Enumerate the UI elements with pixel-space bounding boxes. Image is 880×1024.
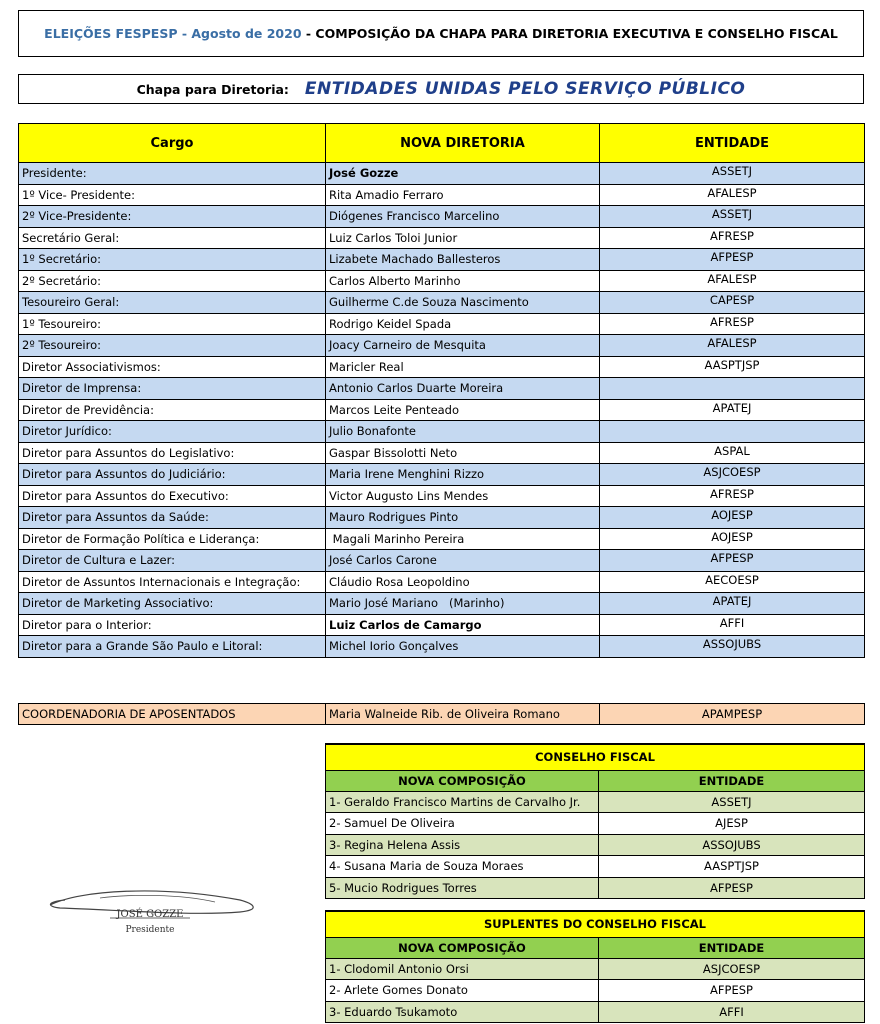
table-row <box>326 1001 865 1023</box>
header-entidade: ENTIDADE <box>600 124 865 163</box>
table-row <box>19 528 865 550</box>
signature-stroke <box>100 895 215 902</box>
entidade-cell: ASSOJUBS <box>599 834 865 856</box>
table-row <box>19 464 865 486</box>
signature <box>40 880 270 940</box>
entidade-cell: AECOESP <box>600 571 865 593</box>
entidade-cell: AFRESP <box>600 485 865 507</box>
entidade-cell: APATEJ <box>600 593 865 615</box>
entidade-cell: CAPESP <box>600 292 865 314</box>
coordenadoria-nome: Maria Walneide Rib. de Oliveira Romano <box>326 704 600 725</box>
table-row <box>19 507 865 529</box>
nome-cell: Magali Marinho Pereira <box>326 528 600 550</box>
entidade-cell: ASJCOESP <box>600 464 865 486</box>
entidade-cell: AFFI <box>600 614 865 636</box>
table-row <box>19 421 865 443</box>
entidade-cell <box>600 378 865 400</box>
entidade-cell: AFPESP <box>599 980 865 1002</box>
coordenadoria-row <box>19 704 865 725</box>
table-row <box>19 184 865 206</box>
entidade-cell: AFALESP <box>600 270 865 292</box>
cargo-cell: Diretor de Marketing Associativo: <box>19 593 326 615</box>
nome-cell: Joacy Carneiro de Mesquita <box>326 335 600 357</box>
nome-cell: Rita Amadio Ferraro <box>326 184 600 206</box>
table-row <box>19 292 865 314</box>
nome-cell: 5- Mucio Rodrigues Torres <box>326 877 599 899</box>
table-row <box>326 834 865 856</box>
nome-cell: Mauro Rodrigues Pinto <box>326 507 600 529</box>
nome-cell: Carlos Alberto Marinho <box>326 270 600 292</box>
table-row <box>19 614 865 636</box>
composition-title: - COMPOSIÇÃO DA CHAPA PARA DIRETORIA EXECUTIVA E CONSELHO FISCAL <box>301 26 838 41</box>
nome-cell: Maricler Real <box>326 356 600 378</box>
cargo-cell: Tesoureiro Geral: <box>19 292 326 314</box>
fiscal-header-entidade: ENTIDADE <box>599 770 865 791</box>
suplentes-header-entidade: ENTIDADE <box>599 937 865 958</box>
header-cargo: Cargo <box>19 124 326 163</box>
nome-cell: 1- Geraldo Francisco Martins de Carvalho Jr. <box>326 791 599 813</box>
chapa-header <box>18 74 864 104</box>
table-row <box>19 313 865 335</box>
table-row <box>326 980 865 1002</box>
table-row <box>19 249 865 271</box>
nome-cell: Diógenes Francisco Marcelino <box>326 206 600 228</box>
table-row <box>19 206 865 228</box>
table-row <box>19 270 865 292</box>
cargo-cell: Presidente: <box>19 163 326 185</box>
nome-cell: José Gozze <box>326 163 600 185</box>
nome-cell: Michel Iorio Gonçalves <box>326 636 600 658</box>
suplentes-table <box>325 910 865 1023</box>
entidade-cell: AFRESP <box>600 227 865 249</box>
signature-name: JOSÉ GOZZE <box>116 909 184 920</box>
chapa-name: ENTIDADES UNIDAS PELO SERVIÇO PÚBLICO <box>304 79 746 99</box>
entidade-cell: ASSETJ <box>600 163 865 185</box>
entidade-cell: AFFI <box>599 1001 865 1023</box>
cargo-cell: Diretor para Assuntos do Executivo: <box>19 485 326 507</box>
table-row <box>19 163 865 185</box>
nome-cell: Lizabete Machado Ballesteros <box>326 249 600 271</box>
cargo-cell: Secretário Geral: <box>19 227 326 249</box>
entidade-cell: AFALESP <box>600 335 865 357</box>
nome-cell: Antonio Carlos Duarte Moreira <box>326 378 600 400</box>
nome-cell: 3- Regina Helena Assis <box>326 834 599 856</box>
table-row <box>326 958 865 980</box>
cargo-cell: 2º Secretário: <box>19 270 326 292</box>
cargo-cell: Diretor de Imprensa: <box>19 378 326 400</box>
entidade-cell: AASPTJSP <box>599 856 865 878</box>
cargo-cell: Diretor de Formação Política e Liderança: <box>19 528 326 550</box>
nome-cell: Mario José Mariano (Marinho) <box>326 593 600 615</box>
nome-cell: Luiz Carlos de Camargo <box>326 614 600 636</box>
nome-cell: Gaspar Bissolotti Neto <box>326 442 600 464</box>
fiscal-header-composicao: NOVA COMPOSIÇÃO <box>326 770 599 791</box>
entidade-cell: ASPAL <box>600 442 865 464</box>
suplentes-title: SUPLENTES DO CONSELHO FISCAL <box>326 911 865 937</box>
entidade-cell: ASSETJ <box>600 206 865 228</box>
nome-cell: Rodrigo Keidel Spada <box>326 313 600 335</box>
nome-cell: Maria Irene Menghini Rizzo <box>326 464 600 486</box>
entidade-cell: AJESP <box>599 813 865 835</box>
table-row <box>326 791 865 813</box>
entidade-cell: APATEJ <box>600 399 865 421</box>
table-row <box>326 813 865 835</box>
nome-cell: 1- Clodomil Antonio Orsi <box>326 958 599 980</box>
nome-cell: 3- Eduardo Tsukamoto <box>326 1001 599 1023</box>
cargo-cell: Diretor de Assuntos Internacionais e Integração: <box>19 571 326 593</box>
entidade-cell: ASSOJUBS <box>600 636 865 658</box>
table-row <box>19 335 865 357</box>
nome-cell: Victor Augusto Lins Mendes <box>326 485 600 507</box>
entidade-cell: AFRESP <box>600 313 865 335</box>
nome-cell: José Carlos Carone <box>326 550 600 572</box>
signature-role: Presidente <box>125 925 175 935</box>
table-row <box>19 593 865 615</box>
diretoria-table <box>18 123 865 658</box>
cargo-cell: 1º Secretário: <box>19 249 326 271</box>
diretoria-header-row <box>19 124 865 163</box>
document-title <box>18 10 864 57</box>
cargo-cell: Diretor para a Grande São Paulo e Litoral: <box>19 636 326 658</box>
entidade-cell: AFPESP <box>600 550 865 572</box>
table-row <box>19 399 865 421</box>
entidade-cell: AFALESP <box>600 184 865 206</box>
cargo-cell: 1º Tesoureiro: <box>19 313 326 335</box>
cargo-cell: 2º Vice-Presidente: <box>19 206 326 228</box>
entidade-cell: AOJESP <box>600 528 865 550</box>
table-row <box>19 571 865 593</box>
table-row <box>326 877 865 899</box>
cargo-cell: Diretor Associativismos: <box>19 356 326 378</box>
coordenadoria-entidade: APAMPESP <box>600 704 865 725</box>
cargo-cell: Diretor para Assuntos do Judiciário: <box>19 464 326 486</box>
cargo-cell: Diretor para Assuntos da Saúde: <box>19 507 326 529</box>
nome-cell: 2- Arlete Gomes Donato <box>326 980 599 1002</box>
entidade-cell: AOJESP <box>600 507 865 529</box>
entidade-cell: AFPESP <box>600 249 865 271</box>
table-row <box>19 356 865 378</box>
cargo-cell: Diretor Jurídico: <box>19 421 326 443</box>
cargo-cell: 1º Vice- Presidente: <box>19 184 326 206</box>
nome-cell: Guilherme C.de Souza Nascimento <box>326 292 600 314</box>
cargo-cell: Diretor de Previdência: <box>19 399 326 421</box>
entidade-cell: ASSETJ <box>599 791 865 813</box>
table-row <box>19 550 865 572</box>
entidade-cell: AASPTJSP <box>600 356 865 378</box>
cargo-cell: Diretor para Assuntos do Legislativo: <box>19 442 326 464</box>
election-title: ELEIÇÕES FESPESP - Agosto de 2020 <box>44 26 302 41</box>
nome-cell: Luiz Carlos Toloi Junior <box>326 227 600 249</box>
header-nova-diretoria: NOVA DIRETORIA <box>326 124 600 163</box>
coordenadoria-table <box>18 703 865 725</box>
chapa-label: Chapa para Diretoria: <box>136 81 289 97</box>
entidade-cell: ASJCOESP <box>599 958 865 980</box>
table-row <box>19 378 865 400</box>
nome-cell: 4- Susana Maria de Souza Moraes <box>326 856 599 878</box>
table-row <box>19 485 865 507</box>
nome-cell: Julio Bonafonte <box>326 421 600 443</box>
table-row <box>326 856 865 878</box>
suplentes-header-composicao: NOVA COMPOSIÇÃO <box>326 937 599 958</box>
cargo-cell: 2º Tesoureiro: <box>19 335 326 357</box>
nome-cell: Marcos Leite Penteado <box>326 399 600 421</box>
entidade-cell <box>600 421 865 443</box>
nome-cell: Cláudio Rosa Leopoldino <box>326 571 600 593</box>
conselho-fiscal-table <box>325 743 865 899</box>
cargo-cell: Diretor para o Interior: <box>19 614 326 636</box>
entidade-cell: AFPESP <box>599 877 865 899</box>
table-row <box>19 636 865 658</box>
table-row <box>19 227 865 249</box>
cargo-cell: Diretor de Cultura e Lazer: <box>19 550 326 572</box>
table-row <box>19 442 865 464</box>
conselho-fiscal-title: CONSELHO FISCAL <box>326 744 865 770</box>
nome-cell: 2- Samuel De Oliveira <box>326 813 599 835</box>
coordenadoria-cargo: COORDENADORIA DE APOSENTADOS <box>19 704 326 725</box>
